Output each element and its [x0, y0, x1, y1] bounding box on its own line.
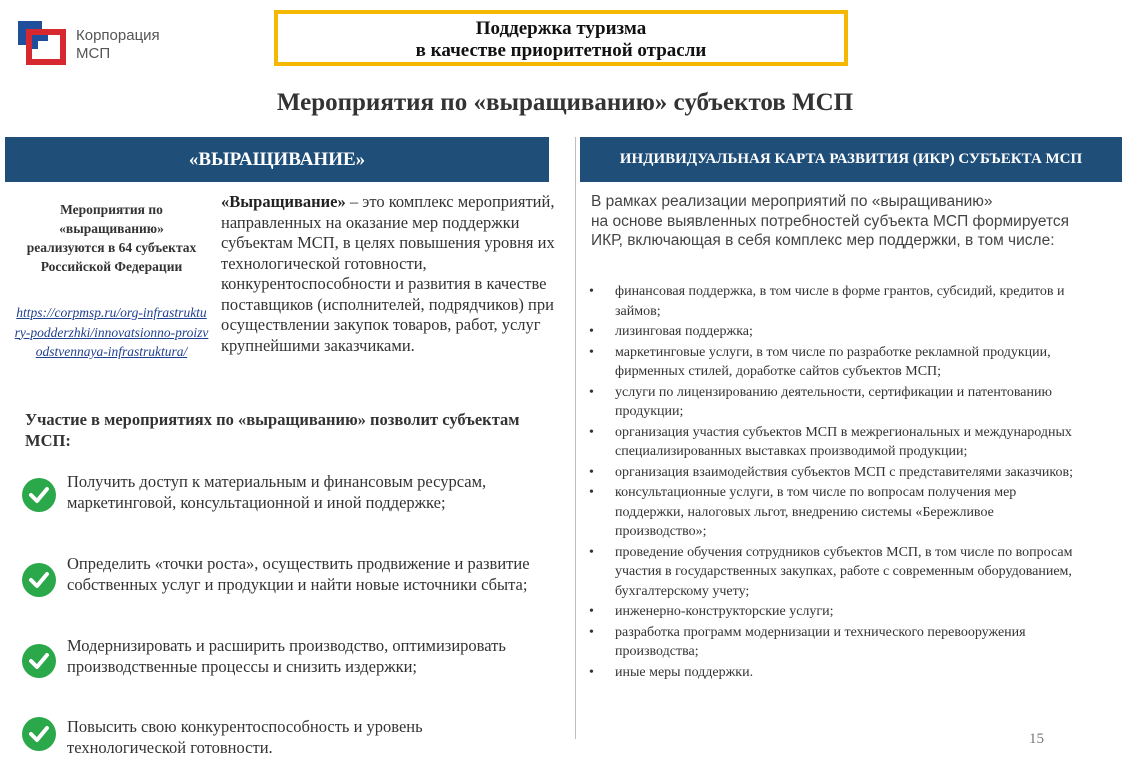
bullet-icon: • — [589, 424, 594, 440]
measure-text: организация участия субъектов МСП в межрегиональных и международных специализированных выставках производимой продукции; — [615, 424, 1072, 459]
benefit-text: Получить доступ к материальным и финансовым ресурсам, маркетинговой, консультационной и иной поддержке; — [67, 472, 487, 512]
bullet-icon: • — [589, 284, 594, 299]
measure-text: инженерно-конструкторские услуги; — [615, 604, 834, 619]
list-item — [589, 543, 1079, 602]
bullet-icon: • — [589, 324, 594, 339]
measure-text: услуги по лицензированию деятельности, сертификации и патентованию продукции; — [615, 384, 1052, 419]
bullet-icon: • — [589, 544, 594, 560]
ikr-intro-line: на основе выявленных потребностей субъекта МСП формируется — [591, 212, 1070, 230]
list-item — [589, 343, 1079, 382]
page-number: 15 — [1029, 731, 1044, 747]
definition-text — [221, 192, 557, 356]
ikr-intro-line: ИКР, включающая в себя комплекс мер поддержки, в том числе: — [591, 232, 1055, 249]
logo-line-2: МСП — [76, 45, 111, 62]
measure-text: маркетинговые услуги, в том числе по разработке рекламной продукции, фирменных стилей, доработке сайтов субъектов МСП; — [615, 344, 1051, 379]
right-panel-header: ИНДИВИДУАЛЬНАЯ КАРТА РАЗВИТИЯ (ИКР) СУБЪЕКТА МСП — [580, 137, 1122, 182]
list-item — [589, 483, 1079, 542]
check-circle-icon — [22, 644, 56, 678]
benefit-text: Повысить свою конкурентоспособность и уровень технологической готовности. — [67, 717, 423, 757]
bullet-icon: • — [589, 344, 594, 360]
participation-heading: Участие в мероприятиях по «выращиванию» позволит субъектам МСП: — [25, 410, 520, 450]
bullet-icon: • — [589, 464, 594, 480]
bullet-icon: • — [589, 664, 594, 680]
benefit-item — [22, 472, 542, 532]
column-divider — [575, 137, 576, 739]
measure-text: разработка программ модернизации и технического перевооружения производства; — [615, 624, 1026, 659]
regions-note: Мероприятия по «выращиванию» реализуются в 64 субъектах Российской Федерации — [26, 202, 197, 274]
corpmsp-logo-icon — [18, 21, 66, 65]
list-item — [589, 463, 1079, 483]
logo-text — [76, 27, 160, 63]
check-circle-icon — [22, 717, 56, 751]
measure-text: организация взаимодействия субъектов МСП с представителями заказчиков; — [615, 464, 1073, 480]
list-item — [589, 322, 1079, 342]
measure-text: консультационные услуги, в том числе по вопросам получения мер поддержки, налоговых льгот, внедрению системы «Бережливое производство»; — [615, 485, 1017, 539]
infrastructure-link-text[interactable]: https://corpmsp.ru/org-infrastruktury-podderzhki/innovatsionno-proizvodstvennaya-infrastruktura/ — [14, 305, 209, 359]
definition-body: – это комплекс мероприятий, направленных на оказание мер поддержки субъектам МСП, в целях повышения уровня их технологической готовности, конкурентоспособности и развития в качестве поставщиков (исполнителей, подрядчиков) при осуществлении закупок товаров, работ, услуг крупнейшими заказчиками. — [221, 192, 555, 355]
ikr-intro-line: В рамках реализации мероприятий по «выращиванию» — [591, 193, 993, 210]
ikr-intro — [591, 192, 1130, 251]
bullet-icon: • — [589, 485, 594, 500]
check-circle-icon — [22, 478, 56, 512]
list-item — [589, 383, 1079, 422]
definition-term: «Выращивание» — [221, 192, 346, 211]
left-panel-header: «ВЫРАЩИВАНИЕ» — [5, 137, 549, 182]
bullet-icon: • — [589, 384, 594, 400]
logo-line-1: Корпорация — [76, 27, 160, 44]
benefit-item — [22, 636, 542, 696]
corpmsp-logo — [18, 21, 178, 69]
benefit-text: Модернизировать и расширить производство, оптимизировать производственные процессы и снизить издержки; — [67, 636, 506, 676]
bullet-icon: • — [589, 604, 594, 619]
list-item — [589, 282, 1079, 321]
list-item — [589, 663, 1079, 683]
list-item — [589, 423, 1079, 462]
measure-text: проведение обучения сотрудников субъектов МСП, в том числе по вопросам участия в государственных закупках, работе с современным оборудованием, бухгалтерскому учету; — [615, 544, 1073, 599]
header-line-2: в качестве приоритетной отрасли — [415, 40, 707, 61]
benefit-item — [22, 554, 542, 614]
header-line-1: Поддержка туризма — [475, 18, 647, 39]
support-measures-list — [589, 282, 1079, 683]
page-title: Мероприятия по «выращиванию» субъектов МСП — [276, 89, 854, 116]
list-item — [589, 602, 1079, 622]
measure-text: иные меры поддержки. — [615, 664, 754, 680]
benefit-text: Определить «точки роста», осуществить продвижение и развитие собственных услуг и продукции и найти новые источники сбыта; — [67, 554, 530, 594]
list-item — [589, 623, 1079, 662]
infrastructure-link[interactable] — [14, 303, 209, 362]
measure-text: финансовая поддержка, в том числе в форме грантов, субсидий, кредитов и займов; — [615, 284, 1065, 319]
benefit-item — [22, 717, 542, 777]
check-circle-icon — [22, 563, 56, 597]
header-box — [274, 10, 848, 66]
bullet-icon: • — [589, 624, 594, 640]
measure-text: лизинговая поддержка; — [615, 324, 753, 339]
